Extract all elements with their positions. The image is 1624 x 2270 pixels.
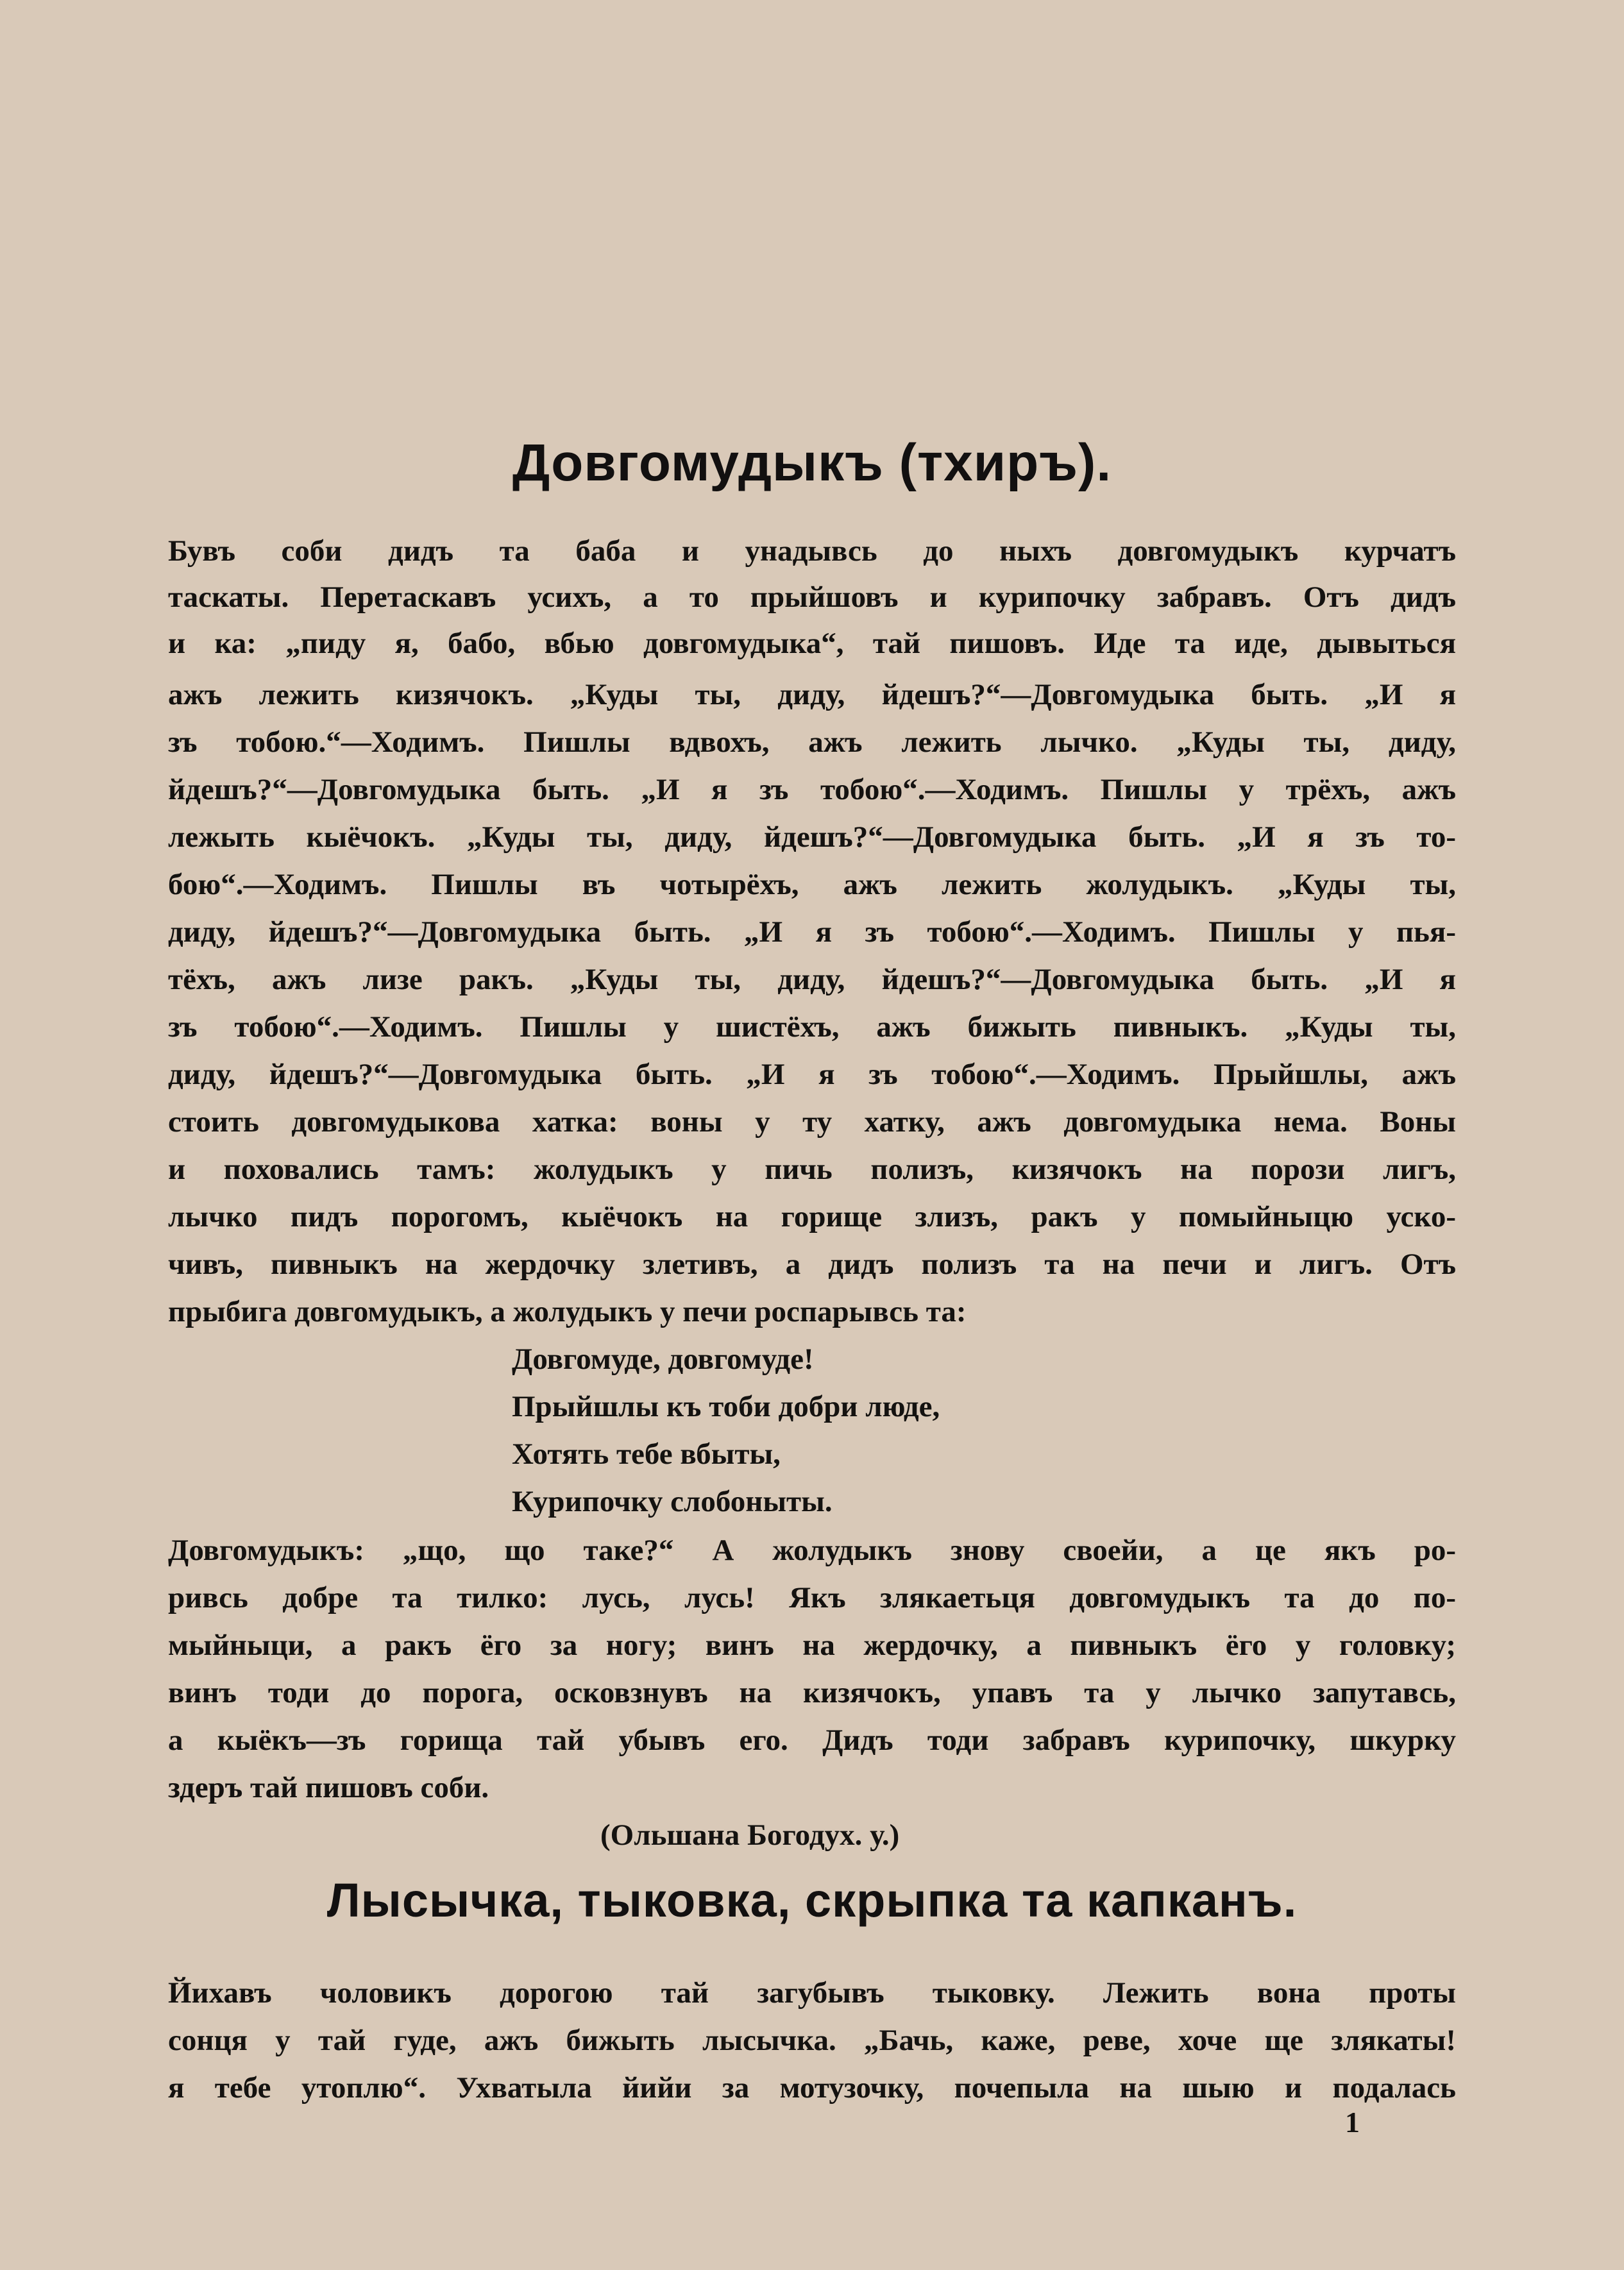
text-line: тёхъ, ажъ лизе ракъ. „Куды ты, диду, йдешъ?“—Довгомудыка быть. „И я	[168, 963, 1456, 996]
page-number: 1	[1345, 2106, 1360, 2139]
text-line: чивъ, пивныкъ на жердочку злетивъ, а дидъ полизъ та на печи и лигъ. Отъ	[168, 1248, 1456, 1281]
text-line: ривсь добре та тилко: лусь, лусь! Якъ злякаетьця довгомудыкъ та до по-	[168, 1581, 1456, 1614]
text-line: Довгомудыкъ: „що, що таке?“ А жолудыкъ знову своейи, а це якъ ро-	[168, 1534, 1456, 1567]
verse-line: Довгомуде, довгомуде!	[512, 1343, 814, 1376]
text-line: лежыть кыёчокъ. „Куды ты, диду, йдешъ?“—Довгомудыка быть. „И я зъ то-	[168, 820, 1456, 854]
text-line: таскаты. Перетаскавъ усихъ, а то прыйшовъ и курипочку забравъ. Отъ дидъ	[168, 580, 1456, 614]
text-line: Йихавъ чоловикъ дорогою тай загубывъ тыковку. Лежить вона проты	[168, 1976, 1456, 2010]
story2-title: Лысычка, тыковка, скрыпка та капканъ.	[326, 1874, 1298, 1927]
text-line: мыйныци, а ракъ ёго за ногу; винъ на жердочку, а пивныкъ ёго у головку;	[168, 1629, 1456, 1662]
text-line: зъ тобою.“—Ходимъ. Пишлы вдвохъ, ажъ лежить лычко. „Куды ты, диду,	[168, 725, 1456, 759]
text-line: и ка: „пиду я, бабо, вбью довгомудыка“, тай пишовъ. Иде та иде, дывыться	[168, 627, 1456, 660]
story1-title: Довгомудыкъ (тхиръ).	[512, 434, 1112, 492]
text-line: я тебе утоплю“. Ухватыла йийи за мотузочку, почепыла на шыю и подалась	[168, 2071, 1456, 2105]
text-line: бою“.—Ходимъ. Пишлы въ чотырёхъ, ажъ лежить жолудыкъ. „Куды ты,	[168, 868, 1456, 901]
text-line: здеръ тай пишовъ соби.	[168, 1771, 489, 1804]
text-line: и поховались тамъ: жолудыкъ у пичь полизъ, кизячокъ на порози лигъ,	[168, 1153, 1456, 1186]
text-line: ажъ лежить кизячокъ. „Куды ты, диду, йдешъ?“—Довгомудыка быть. „И я	[168, 678, 1456, 711]
source-note: (Ольшана Богодух. у.)	[600, 1818, 900, 1852]
text-line: диду, йдешъ?“—Довгомудыка быть. „И я зъ тобою“.—Ходимъ. Пишлы у пья-	[168, 915, 1456, 949]
verse-line: Хотять тебе вбыты,	[512, 1437, 781, 1471]
text-line: йдешъ?“—Довгомудыка быть. „И я зъ тобою“.—Ходимъ. Пишлы у трёхъ, ажъ	[168, 773, 1456, 806]
verse-line: Прыйшлы къ тоби добри люде,	[512, 1390, 940, 1423]
text-line: зъ тобою“.—Ходимъ. Пишлы у шистёхъ, ажъ бижыть пивныкъ. „Куды ты,	[168, 1010, 1456, 1044]
text-line: стоить довгомудыкова хатка: воны у ту хатку, ажъ довгомудыка нема. Воны	[168, 1105, 1456, 1139]
text-line: винъ тоди до порога, осковзнувъ на кизячокъ, упавъ та у лычко запутавсь,	[168, 1676, 1456, 1709]
text-line: диду, йдешъ?“—Довгомудыка быть. „И я зъ тобою“.—Ходимъ. Прыйшлы, ажъ	[168, 1058, 1456, 1091]
text-line: прыбига довгомудыкъ, а жолудыкъ у печи роспарывсь та:	[168, 1295, 967, 1328]
verse-line: Курипочку слобоныты.	[512, 1485, 833, 1518]
text-line: Бувъ соби дидъ та баба и унадывсь до ныхъ довгомудыкъ курчатъ	[168, 534, 1456, 568]
text-line: а кыёкъ—зъ горища тай убывъ его. Дидъ тоди забравъ курипочку, шкурку	[168, 1724, 1456, 1757]
text-line: сонця у тай гуде, ажъ бижыть лысычка. „Бачь, каже, реве, хоче ще злякаты!	[168, 2024, 1456, 2057]
text-line: лычко пидъ порогомъ, кыёчокъ на горище злизъ, ракъ у помыйныцю уско-	[168, 1200, 1456, 1233]
